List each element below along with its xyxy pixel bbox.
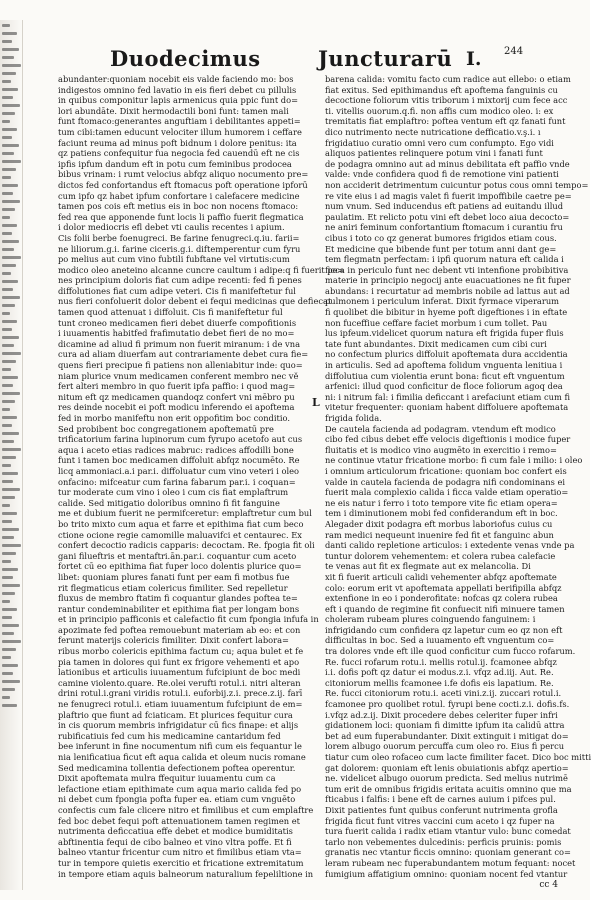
edge-text-fragment [2, 312, 10, 315]
text-line: xit fi fuerit articuli calidi vehementer abfqz apoftemate [325, 571, 557, 582]
edge-text-fragment [2, 432, 19, 435]
text-line: fed rea que apponende funt locis li paffio fuerit flegmatica [58, 211, 304, 222]
edge-text-fragment [2, 224, 17, 227]
edge-text-fragment [2, 208, 15, 211]
text-line: in tempore etiam aquis balneorum naturalium fepeliltione in [58, 868, 314, 879]
text-line: qz patiens confequitur fua negocia fed cauendū eft ne cis [58, 148, 300, 159]
text-line: ne continue vtatur fricatione morbo: fi cum fale i milio: i oleo [325, 455, 583, 466]
text-line: pia tamen in dolores qui funt ex frigore vehementi et apo [58, 656, 300, 667]
text-line: confectis cum fale clicere nitro et fimilibus et cum emplaftre [58, 804, 314, 815]
text-line: paulatim. Et relicto potu vini eft debet loco aiua decocto= [325, 211, 570, 222]
edge-text-fragment [2, 296, 20, 299]
edge-text-fragment [2, 696, 10, 699]
edge-text-fragment [2, 128, 17, 131]
text-line: choleram rubeam plures coinguendo fanguinem: i [325, 614, 536, 625]
text-line: fuerit mala complexio calida i ficca valde etiam operatio= [325, 487, 569, 498]
text-line: lorem albugo ouorum percuffa cum oleo ro. Eius fi percu [325, 741, 565, 752]
text-line: me et dubium fuerit ne permifceretur: emplaftretur cum bul [58, 508, 312, 519]
text-line: nitum eft qz medicamen quandoqz confert vni mēbro pu [58, 391, 295, 402]
edge-text-fragment [2, 24, 10, 27]
edge-text-fragment [2, 168, 16, 171]
text-line: tem i diminutionem mobi fed confiderandum eft in boc. [325, 508, 558, 519]
edge-text-fragment [2, 672, 13, 675]
text-line: et in principio pafficonis et calefactio fit cum fpongia infufa in [58, 614, 319, 625]
edge-text-fragment [2, 504, 10, 507]
text-line: fed in morbo manifeftu non erit oppofitim boc conditio. [58, 413, 290, 423]
text-line: valde in cautela facienda de podagra nifi condominans ei [325, 476, 566, 487]
text-line: dicamine ad aliud fi primum non fuerit miranum: i de vna [58, 338, 301, 349]
text-line: ne liliorum.g.i. farine ciceris.g.i. diftemperentur cum fyru [58, 243, 301, 254]
text-line: nus fieri confoluerit dolor debent ei fequi medicinas que defiecat [58, 296, 332, 307]
text-line: camine violento.quare. Re.olei verufti rotul.i. nitri alteran [58, 677, 301, 688]
edge-text-fragment [2, 304, 15, 307]
text-line: fi quolibet die bibitur in hyeme poft digeftiones i in eftate [325, 307, 568, 318]
folio-number: 244 [504, 46, 524, 57]
text-line: tiatur cum oleo rofaceo cum lacte fimiliter facet. Dico boc mitti [325, 752, 591, 762]
text-line: cibus i toto co qz generat bumores frigidos etiam cous. [325, 232, 557, 243]
text-line: tunt croneo medicamen fieri debet diuerfe compofitionis [58, 317, 297, 328]
text-line: aliquos patientes relinquere potum vini i fanati funt [325, 148, 543, 159]
text-line: balneo vtantur fricentur cum nitro et fimilibus etiam vta= [58, 847, 302, 858]
text-line: cura ad aliam diuerfam aut contrariamente debet cura fie= [58, 349, 309, 360]
text-line: dico nutrimento necte nutricatione defficatio.v.ş.i. ı [325, 126, 541, 137]
edge-text-fragment [2, 512, 17, 515]
text-line: dictos fed confortandus eft ftomacus poft operatione ipforū [58, 179, 308, 190]
text-line: non acciderit detrimentum cuicuntur potus cous omni tempo= [325, 179, 589, 190]
edge-text-fragment [2, 640, 21, 643]
text-line: abundans: i recurtatur ad membris nobile ad lattus aut ad [325, 285, 570, 296]
text-line: gani filueftris et mentaftri.ān.par.i. coquantur cum aceto [58, 550, 297, 561]
text-line: rantur condeminabiliter et epithima fiat per longam bons [58, 603, 300, 614]
edge-text-fragment [2, 112, 15, 115]
text-line: tarlo non vebementes dulcedinis: perficis pruinis: pomis [325, 836, 562, 847]
text-line: de podagra omnino aut ad minus debilitata eft paffio vnde [325, 158, 570, 169]
edge-text-fragment [2, 360, 16, 363]
text-line: nes principium doloris fiat cum adipe recenti: fed fi penes [58, 275, 302, 286]
text-line: rubificatiuis fed cum his medicamine cantaridum fed [58, 730, 281, 741]
edge-text-fragment [2, 232, 12, 235]
text-line: eft i quando de regimine fit confuecit nifi minuere tamen [325, 603, 565, 614]
text-line: frigidatiuo curatio omni vero cum confumpto. Ego vidi [325, 137, 554, 148]
text-line: bet ad eum fuperabundanter. Dixit extinguit i mitigat do= [325, 730, 569, 741]
edge-text-fragment [2, 664, 18, 667]
edge-text-fragment [2, 648, 16, 651]
text-line: tura fuerit calida i radix etiam vtantur vulo: bunc comedat [325, 826, 571, 837]
text-line: danti calido repletione articulos: i extedente venas vnde pa [325, 540, 575, 551]
edge-text-fragment [2, 264, 16, 267]
text-line: valde: vnde confidera quod fi de remotione vini patienti [325, 169, 559, 180]
edge-text-fragment [2, 72, 16, 75]
text-line: quens fieri precipue fi patiens non alleniabitur inde: quo= [58, 360, 303, 371]
text-line: faciunt reuma ad minus poft bidnum i dolore penitus: ita [58, 137, 297, 148]
edge-text-fragment [2, 584, 20, 587]
chapter-numeral: I. [466, 48, 482, 70]
edge-text-fragment [2, 472, 18, 475]
edge-text-fragment [2, 568, 18, 571]
text-line: i.vfqz ad.z.ij. Dixit procedere debes celeriter fuper infri [325, 709, 558, 720]
text-line: Re. fucci rofarum rotu.i. mellis rotul.ij. fcamonee abfqz [325, 656, 557, 667]
text-line: frigida ficut funt vitres vaccini cum aceto i qz fuper na [325, 815, 555, 826]
text-line: tamen pos cois eft metius eis in boc non nocens ftomaco: [58, 201, 299, 212]
text-line: tem flegmatn perfectam: i ipfi quorum natura eft calida i [325, 254, 564, 265]
text-line: arfenici: illud quod conficitur de floce foliorum agoq dea [325, 381, 563, 392]
text-line: vitetur frequenter: quoniam habent diffoluere apoftemata [325, 402, 569, 413]
text-line: in quibus componitur lapis armenicus quia ppic funt do= [58, 95, 299, 106]
edge-text-fragment [2, 576, 13, 579]
text-line: ctione ocione regie camomille maluavifci et centaurec. Ex [58, 529, 302, 540]
edge-text-fragment [2, 376, 18, 379]
edge-text-fragment [2, 56, 14, 59]
text-line: fluitatis et is modico vino augmēto in exercitio i remo= [325, 444, 557, 455]
text-line: confert decoctio radicis capparis: decoctam. Re. fpogia fit oli [58, 540, 315, 551]
text-line: ni debet cum fpongia pofta fuper ea. etiam cum vnguēto [58, 794, 296, 805]
edge-text-fragment [2, 288, 13, 291]
text-line: ne eis natur i ferro i toto tempore vite fic etiam opera= [325, 497, 558, 508]
text-line: apozimate fed poftea remouebunt materiam ab eo: et con [58, 624, 301, 635]
edge-text-fragment [2, 80, 11, 83]
text-line: ne aniri feminum confortantium ftomacum i curantiu fru [325, 222, 563, 233]
edge-text-fragment [2, 344, 14, 347]
edge-text-fragment [2, 152, 14, 155]
edge-text-fragment [2, 544, 21, 547]
text-line: ram medici nequeunt inuenire fed fit et fanguinc abun [325, 529, 554, 540]
edge-text-fragment [2, 120, 10, 123]
text-line: niam plurice vnum medicamen conferent membro nec vĕ [58, 370, 299, 381]
text-line: materie in principio negocij ante euacuationes ne fit fuper [325, 275, 571, 286]
text-line: in articulis. Sed ad apoftema folidum vnguenta lenitiua i [325, 360, 563, 371]
text-line: diffolutiua cum violentia erunt bona: ficut eft vnguentum [325, 370, 565, 381]
text-line: te venas aut fit ex flegmate aut ex melancolia. Di [325, 561, 531, 572]
edge-text-fragment [2, 200, 20, 203]
text-line: Sed medicamina tollentia defectionem poftea operentur. [58, 762, 296, 773]
text-line: funt i tamen boc medicamen diffoluit abfqz nocumēto. Re [58, 455, 300, 466]
edge-text-fragment [2, 256, 21, 259]
running-head-left: Duodecimus [110, 46, 261, 71]
text-line: tur moderate cum vino i oleo i cum cis fiat emplaftrum [58, 487, 289, 498]
text-line: ni: i nitrum fal: i fimilia deficcant i arefaciunt etiam cum fi [325, 391, 570, 402]
text-line: num vnum. Sed inducendus eft patiens ad euitandu illud [325, 201, 564, 212]
text-line: tuntur dolorem vehementem: et colera rubea calefacie [325, 550, 556, 561]
edge-text-fragment [2, 616, 12, 619]
text-line: bee inferunt in fine nocumentum nifi cum eis fequantur le [58, 741, 302, 752]
text-line: nutrimenta deficcatiua effe debet et modice bumiditatis [58, 826, 293, 837]
edge-text-fragment [2, 600, 10, 603]
text-line: fortet cū eo epithima fiat fuper loco dolentis plurice quo= [58, 561, 302, 572]
text-line: rit flegmaticus etiam colericus fimiliter. Sed repelletur [58, 582, 288, 593]
edge-text-fragment [2, 680, 20, 683]
text-line: Sed probibent boc congregationem apoftematū pre [58, 423, 274, 434]
edge-text-fragment [2, 456, 16, 459]
edge-text-fragment [2, 40, 12, 43]
edge-text-fragment [2, 400, 15, 403]
text-line: ficca in periculo funt nec debent vti intenfione probibitiva [325, 264, 569, 275]
text-line: ipfis ipfum dandum eft in potu cum feminibus prodocea [58, 158, 292, 169]
text-line: abundanter:quoniam nocebit eis valde faciendo mo: bos [58, 74, 294, 84]
text-line: tum cibi:tamen educunt velociter illum humorem i ceffare [58, 126, 302, 137]
text-line: in cis quorum membris infrigidatur cū fics finape: et alijs [58, 720, 299, 731]
edge-text-fragment [2, 608, 17, 611]
edge-text-fragment [2, 64, 21, 67]
edge-text-fragment [2, 280, 18, 283]
edge-text-fragment [2, 392, 20, 395]
text-line: citoniorum mellis fcamonee i.fe dofis eis lapatium. Re. [325, 677, 554, 688]
text-line: Alegader dixit podagra eft morbus laboriofus cuius cu [325, 518, 553, 529]
edge-text-fragment [2, 520, 12, 523]
text-line: trificatorium farina lupinorum cum fyrupo acetofo aut cus [58, 434, 303, 445]
text-line: Dixit patientes funt quibus conferunt nutrimenta grofla [325, 804, 558, 815]
text-line: drini rotul.i.grani viridis rotul.i. euforbij.z.i. prece.z.ij. farī [58, 688, 303, 699]
text-line: tremitatis fiat emplaftro: poftea ventum eft qz fanati funt [325, 116, 566, 127]
text-line: non fuceffiue ceffare faciet morbum i cum tollet. Pau [325, 317, 548, 328]
text-line: ne fenugreci rotul.i. etiam iuuamentum fufcipiunt de em= [58, 699, 303, 710]
text-line: gat dolorem: quoniam eft lenis obuiationis abfqz apertio= [325, 762, 569, 773]
edge-text-fragment [2, 160, 21, 163]
text-line: res deinde nocebit ei poft modicu inferendo ei apoftema [58, 402, 295, 413]
running-head-right: Juncturarū [318, 46, 453, 71]
text-line: fiat exitus. Sed epithimandus eft apoftema fanguinis cu [325, 84, 558, 95]
text-line: fumigium affatigium omnino: quoniam nocent fed vtantur [325, 868, 568, 879]
edge-text-fragment [2, 104, 20, 107]
edge-text-fragment [2, 656, 11, 659]
text-line: fed boc debet fequi poft attenuationem tamen regimen et [58, 815, 300, 826]
edge-text-fragment [2, 424, 12, 427]
text-line: pulmonem i periculum inferat. Dixit fyrmace viperarum [325, 296, 560, 307]
edge-text-fragment [2, 88, 18, 91]
edge-text-fragment [2, 464, 11, 467]
text-line: i dolor mediocris efl debet vti caulis recentes i apium. [58, 222, 285, 233]
edge-text-fragment [2, 560, 11, 563]
text-line: fticabus i falfis: i bene eft de carnes auium i pifces pul. [325, 794, 556, 805]
edge-text-fragment [2, 136, 12, 139]
text-line: libet: quoniam plures fanati funt per eam fi motbus fue [58, 571, 290, 582]
text-line: indigestos omnino fed lavatio in eis fieri debet cu pillulis [58, 84, 297, 95]
text-line: abftinentia fequi de cibo balneo et vino vltra poffe. Et fi [58, 836, 292, 847]
edge-text-fragment [2, 320, 17, 323]
edge-text-fragment [2, 272, 11, 275]
text-line: fluxus de membro ftatim fi coquantur glandes poftea te= [58, 593, 298, 604]
edge-text-fragment [2, 688, 15, 691]
text-line: infrigidando cum confidera qz lapetur cum eo qz non eft [325, 624, 563, 635]
edge-text-fragment [2, 552, 16, 555]
text-line: ferunt materijs colericis fimiliter. Dixit confert labora= [58, 635, 289, 646]
edge-text-fragment [2, 496, 15, 499]
text-line: i omnium articulorum fricatione: quoniam boc confert eis [325, 465, 567, 476]
edge-text-fragment [2, 632, 14, 635]
edge-text-fragment [2, 184, 18, 187]
text-column-right [325, 74, 591, 879]
edge-text-fragment [2, 352, 21, 355]
text-line: lori abundāte. Dixit hermodactili boni funt: tamen mali [58, 105, 289, 116]
text-line: ti. vitellis ouorum.q.fi. non affis cum modico oleo. i: ex [325, 105, 554, 116]
text-line: lationibus et articulis iuuamentum fufcipiunt de boc medi [58, 667, 301, 678]
text-line: colo: eorum erit vt apoftemata appellati berifipilla abfqz [325, 582, 562, 593]
edge-text-fragment [2, 144, 19, 147]
text-line: decoctione foliorum vitis triborum i mixtorij cum fece acc [325, 95, 568, 106]
text-line: gidationem loci: quoniam fi dimitte ipfum ita calidū attra [325, 720, 565, 731]
edge-text-fragment [2, 624, 19, 627]
edge-text-fragment [2, 448, 21, 451]
text-line: calide. Sed mitigatio doloribus omnino fi fit fanguine [58, 497, 280, 508]
edge-text-fragment [2, 488, 20, 491]
text-line: extenfione in eo i ponderofitate: nofcas qz colera rubea [325, 593, 558, 604]
text-line: tra dolores vnde eft ille quod conficitur cum fucco rofarum. [325, 646, 576, 657]
text-line: diffolutiones fiat cum adipe veteri. Cis fi manifeftetur ful [58, 285, 296, 296]
edge-text-fragment [2, 592, 15, 595]
running-head [110, 40, 560, 76]
edge-text-fragment [2, 384, 13, 387]
text-line: no confectum plurics diffoluit apoftemata dura accidentia [325, 349, 568, 360]
text-line: bibus vrinam: i rumt velocius abfqz aliquo nocumento pre= [58, 169, 309, 180]
text-line: plaftrio que fiunt ad fciaticam. Et plurices fequitur cura [58, 709, 293, 720]
text-line: tamen quod attenuat i diffoluit. Cis fi manifeftetur ful [58, 307, 283, 318]
edge-text-fragment [2, 336, 19, 339]
signature-mark: cc 4 [539, 880, 558, 890]
text-line: modico oleo aneteino alcanne cuncre caultum i adipe:q fi fuerit pe= [58, 264, 345, 275]
text-line: ne. videlicet albugo ouorum predicta. Sed melius nutrimē [325, 773, 568, 784]
edge-text-fragment [2, 248, 14, 251]
margin-marker: L [312, 396, 320, 409]
text-line: tur in tempore quietis exercitio et fricatione extremitatum [58, 857, 304, 868]
text-line: aqua i aceto etias radices mabruc: radices affodilli bone [58, 444, 294, 455]
text-line: Et medicine que bibende funt per totum anni dant ge= [325, 243, 557, 254]
edge-text-fragment [2, 96, 13, 99]
edge-text-fragment [2, 48, 19, 51]
text-line: Dixit apoftemata mulra ffequitur iuuamentu cum ca [58, 773, 276, 784]
text-line: onfacino: mifceatur cum farina fabarum par.i. i coquan= [58, 476, 296, 487]
text-line: i.i. dofis poft qz datur ei modus.z.i. vfqz ad.iij. Aut. Re. [325, 667, 554, 678]
edge-text-fragment [2, 328, 12, 331]
edge-text-fragment [2, 192, 13, 195]
text-line: bo trito mixto cum aqua et farre et epithima fiat cum beco [58, 518, 304, 529]
text-line: lefactione etiam epithimate cum aqua mario calida fed po [58, 783, 302, 794]
text-line: lus ipfeum.videlicet quorum natura eft frigida fuper fluis [325, 328, 564, 339]
text-line: nia lenificatiua ficut eft aqua calida et oleum nucis romane [58, 752, 306, 762]
text-line: i iuuamentis habitfed frafimutatio debet fieri de no mo= [58, 328, 295, 339]
text-line: cum ipfo qz habet ipfum confortare i calefacere medicine [58, 190, 300, 201]
text-line: ribus morbo colericis epithima factum cu; aqua bulet et fe [58, 646, 304, 657]
text-line: re vite eius i ad magis valet fi fuerit impoffibile caetre pe= [325, 190, 572, 201]
text-line: De cautela facienda ad podagram. vtendum eft modico [325, 423, 556, 434]
text-line: licq ammoniaci.a.i par.i. diffoluatur cum vino veteri i oleo [58, 465, 300, 476]
text-line: granatis nec vtantur ficcis omnino: quoniam generant co= [325, 847, 571, 858]
edge-text-fragment [2, 368, 11, 371]
edge-text-fragment [2, 440, 14, 443]
text-line: funt ftomaco:generantes anguftiam i debilitantes appeti= [58, 116, 301, 127]
text-line: Re. fucci citoniorum rotu.i. aceti vini.z.ij. zuccari rotul.i. [325, 688, 562, 699]
text-line: cibo fed cibus debet effe velocis digeftionis i modice fuper [325, 434, 571, 445]
previous-page-edge [0, 20, 23, 890]
text-line: fcamonee pro quolibet rotul. fyrupi bene cocti.z.i. dofis.fs. [325, 699, 570, 710]
edge-text-fragment [2, 536, 14, 539]
edge-text-fragment [2, 408, 10, 411]
edge-text-fragment [2, 480, 13, 483]
edge-text-fragment [2, 240, 19, 243]
text-line: Cis folii berbe foenugreci. Be farine fenugreci.q.iu. farii= [58, 232, 300, 243]
text-line: tum erit de omnibus frigidis eritata acuitis omnino que ma [325, 783, 572, 794]
edge-text-fragment [2, 416, 17, 419]
text-line: po melius aut cum vino fubtili fubftane vel virtutis:cum [58, 254, 290, 265]
text-line: leram rubeam nec fuperabundantem motum fequant: nocet [325, 857, 576, 868]
text-line: difficultas in boc. Sed a iuuamento eft vnguentum co= [325, 635, 555, 646]
edge-text-fragment [2, 32, 17, 35]
edge-text-fragment [2, 216, 10, 219]
text-line: barena calida: vomitu facto cum radice aut ellebo: o etiam [325, 74, 571, 84]
edge-text-fragment [2, 176, 11, 179]
text-line: tate funt abundantes. Dixit medicamen cum cibi curi [325, 338, 547, 349]
edge-text-fragment [2, 704, 17, 707]
text-line: frigida folida. [325, 413, 382, 423]
edge-text-fragment [2, 528, 19, 531]
text-column-left [58, 74, 345, 879]
text-line: fert alteri membro in quo fuerit ipfa paffio: i quod mag= [58, 381, 296, 392]
